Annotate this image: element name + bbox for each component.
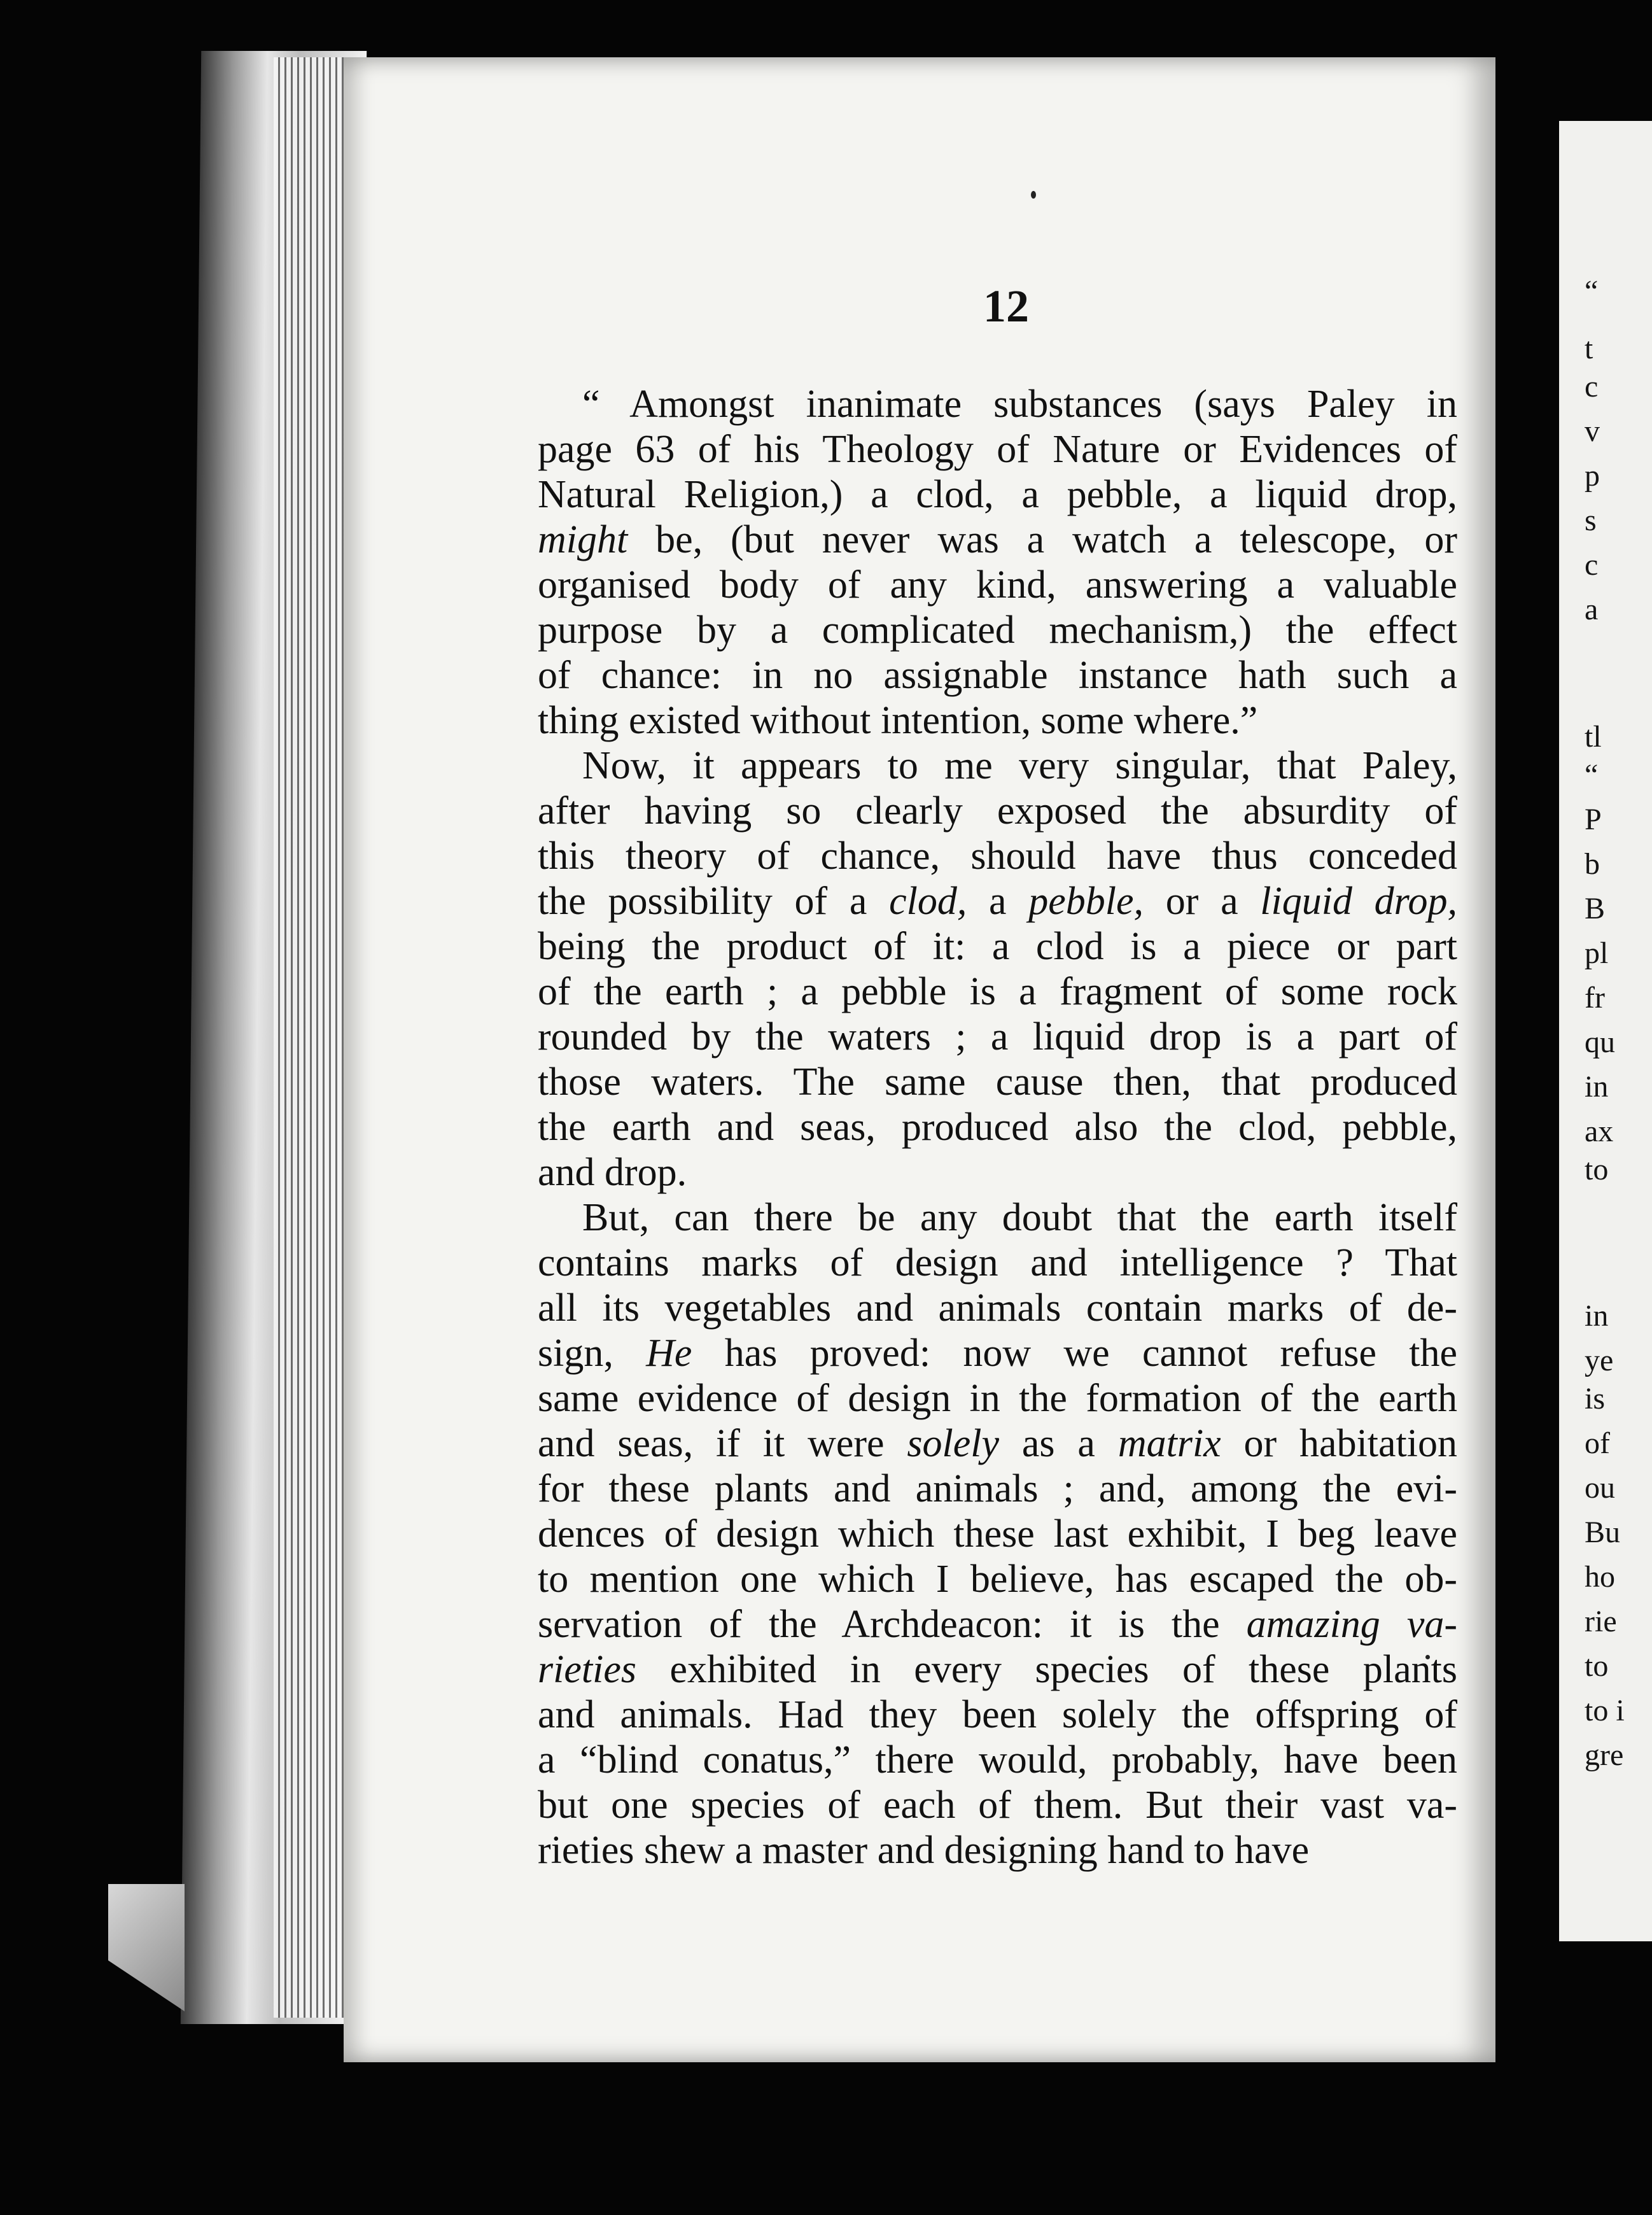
text-line <box>538 1331 1457 1376</box>
folded-corner <box>108 1884 185 2011</box>
text-line <box>538 1783 1457 1828</box>
right-page-fragment: to <box>1585 1153 1609 1186</box>
text-span: the earth and seas, produced also the clod, pebble, <box>538 1106 1457 1149</box>
right-page-fragment: b <box>1585 847 1600 881</box>
right-page-fragment: in <box>1585 1070 1609 1104</box>
right-page-fragment: ye <box>1585 1344 1614 1377</box>
text-line <box>538 1512 1457 1557</box>
text-span: for these plants and animals ; and, among the evi- <box>538 1467 1457 1510</box>
text-line <box>538 789 1457 834</box>
text-span: has proved: now we cannot refuse the <box>692 1332 1457 1375</box>
text-line <box>538 879 1457 924</box>
text-span: organised body of any kind, answering a valuable <box>538 563 1457 607</box>
right-page-fragment: tl <box>1585 720 1602 754</box>
right-page-fragment: is <box>1585 1382 1606 1416</box>
text-line <box>538 1421 1457 1466</box>
text-line <box>538 1015 1457 1060</box>
italic-span: clod, <box>889 880 967 923</box>
body-text <box>538 382 1457 1873</box>
text-span: be, (but never was a watch a telescope, or <box>627 518 1457 561</box>
text-line <box>538 1376 1457 1421</box>
page-stack-lines <box>274 57 350 2018</box>
text-line <box>538 427 1457 472</box>
text-span: as a <box>999 1422 1118 1465</box>
text-span: purpose by a complicated mechanism,) the effect <box>538 608 1457 652</box>
italic-span: pebble, <box>1028 880 1144 923</box>
text-line <box>538 1241 1457 1286</box>
text-span: thing existed without intention, some where.” <box>538 699 1258 742</box>
text-line <box>538 1195 1457 1241</box>
text-span: rounded by the waters ; a liquid drop is a part of <box>538 1015 1457 1058</box>
text-span: Now, it appears to me very singular, that Paley, <box>582 744 1457 787</box>
text-span: after having so clearly exposed the absurdity of <box>538 789 1457 833</box>
text-line <box>538 969 1457 1015</box>
right-page-fragment: fr <box>1585 981 1605 1015</box>
right-page-fragment: a <box>1585 593 1599 626</box>
right-page-fragment: c <box>1585 370 1599 404</box>
text-line <box>538 1105 1457 1150</box>
text-span: or habitation <box>1221 1422 1458 1465</box>
right-page-fragment: pl <box>1585 936 1609 970</box>
right-page-fragment: c <box>1585 548 1599 582</box>
text-line <box>538 1738 1457 1783</box>
right-page-fragment: s <box>1585 503 1597 537</box>
paragraph <box>538 743 1457 1195</box>
text-span: page 63 of his Theology of Nature or Evidences of <box>538 428 1457 471</box>
text-line <box>538 1692 1457 1738</box>
text-span: and drop. <box>538 1151 687 1194</box>
text-line <box>538 698 1457 743</box>
text-line <box>538 1557 1457 1602</box>
right-page-fragment: qu <box>1585 1025 1615 1059</box>
text-span: a <box>967 880 1029 923</box>
ink-speck <box>1031 191 1036 199</box>
text-line <box>538 834 1457 879</box>
right-page-fragment: to <box>1585 1649 1609 1683</box>
right-page-fragment: in <box>1585 1299 1609 1333</box>
text-span: those waters. The same cause then, that produced <box>538 1060 1457 1104</box>
right-page-fragment: Bu <box>1585 1515 1621 1549</box>
text-span: “ Amongst inanimate substances (says Paley in <box>582 383 1457 426</box>
text-line <box>538 1602 1457 1647</box>
page-number: 12 <box>983 281 1029 332</box>
text-span: the possibility of a <box>538 880 890 923</box>
italic-span: He <box>646 1332 692 1375</box>
right-page-fragment: gre <box>1585 1738 1624 1772</box>
italic-span: rieties <box>538 1648 636 1691</box>
right-page-fragment: ax <box>1585 1115 1614 1148</box>
italic-span: solely <box>907 1422 1000 1465</box>
text-span: dences of design which these last exhibit, I beg leave <box>538 1512 1457 1556</box>
italic-span: might <box>538 518 628 561</box>
text-span: servation of the Archdeacon: it is the <box>538 1603 1247 1646</box>
text-line <box>538 382 1457 427</box>
right-page-fragment: p <box>1585 459 1600 493</box>
text-span: same evidence of design in the formation of the earth <box>538 1377 1457 1420</box>
right-page-edge <box>1559 121 1652 1941</box>
text-line <box>538 1466 1457 1512</box>
text-span: and animals. Had they been solely the offspring of <box>538 1693 1457 1736</box>
text-span: to mention one which I believe, has escaped the ob- <box>538 1558 1457 1601</box>
text-span: or a <box>1144 880 1261 923</box>
right-page-fragment: to i <box>1585 1694 1625 1727</box>
text-span: all its vegetables and animals contain marks of de- <box>538 1286 1457 1330</box>
right-page-fragment: t <box>1585 332 1593 365</box>
text-span: of chance: in no assignable instance hath such a <box>538 654 1457 697</box>
text-line <box>538 608 1457 653</box>
text-line <box>538 653 1457 698</box>
text-line <box>538 1647 1457 1692</box>
right-page-fragment: v <box>1585 414 1600 448</box>
text-span: exhibited in every species of these plants <box>636 1648 1457 1691</box>
right-page-fragment: ou <box>1585 1471 1615 1505</box>
italic-span: amazing va- <box>1246 1603 1457 1646</box>
text-line <box>538 1150 1457 1195</box>
paragraph <box>538 382 1457 743</box>
right-page-fragment: ho <box>1585 1560 1615 1594</box>
text-span: But, can there be any doubt that the earth itself <box>582 1196 1457 1239</box>
paragraph <box>538 1195 1457 1873</box>
text-line <box>538 1828 1457 1873</box>
text-span: of the earth ; a pebble is a fragment of some rock <box>538 970 1457 1013</box>
right-page-fragment: B <box>1585 892 1606 925</box>
right-page-fragment: rie <box>1585 1605 1617 1638</box>
italic-span: matrix <box>1117 1422 1221 1465</box>
right-page-fragment: “ <box>1585 758 1599 792</box>
text-line <box>538 743 1457 789</box>
text-span: this theory of chance, should have thus conceded <box>538 834 1457 878</box>
italic-span: liquid drop, <box>1260 880 1457 923</box>
text-line <box>538 1060 1457 1105</box>
text-line <box>538 563 1457 608</box>
text-span: but one species of each of them. But their vast va- <box>538 1783 1457 1827</box>
text-line <box>538 1286 1457 1331</box>
text-span: sign, <box>538 1332 647 1375</box>
text-span: a “blind conatus,” there would, probably, have been <box>538 1738 1457 1782</box>
text-span: and seas, if it were <box>538 1422 907 1465</box>
text-span: Natural Religion,) a clod, a pebble, a liquid drop, <box>538 473 1457 516</box>
right-page-fragment: P <box>1585 803 1602 836</box>
right-page-fragment: of <box>1585 1426 1610 1460</box>
text-line <box>538 472 1457 517</box>
text-line <box>538 924 1457 969</box>
text-span: contains marks of design and intelligence ? That <box>538 1241 1457 1284</box>
text-span: rieties shew a master and designing hand to have <box>538 1829 1310 1872</box>
text-span: being the product of it: a clod is a piece or part <box>538 925 1457 968</box>
text-line <box>538 517 1457 563</box>
right-page-fragment: “ <box>1585 274 1599 308</box>
